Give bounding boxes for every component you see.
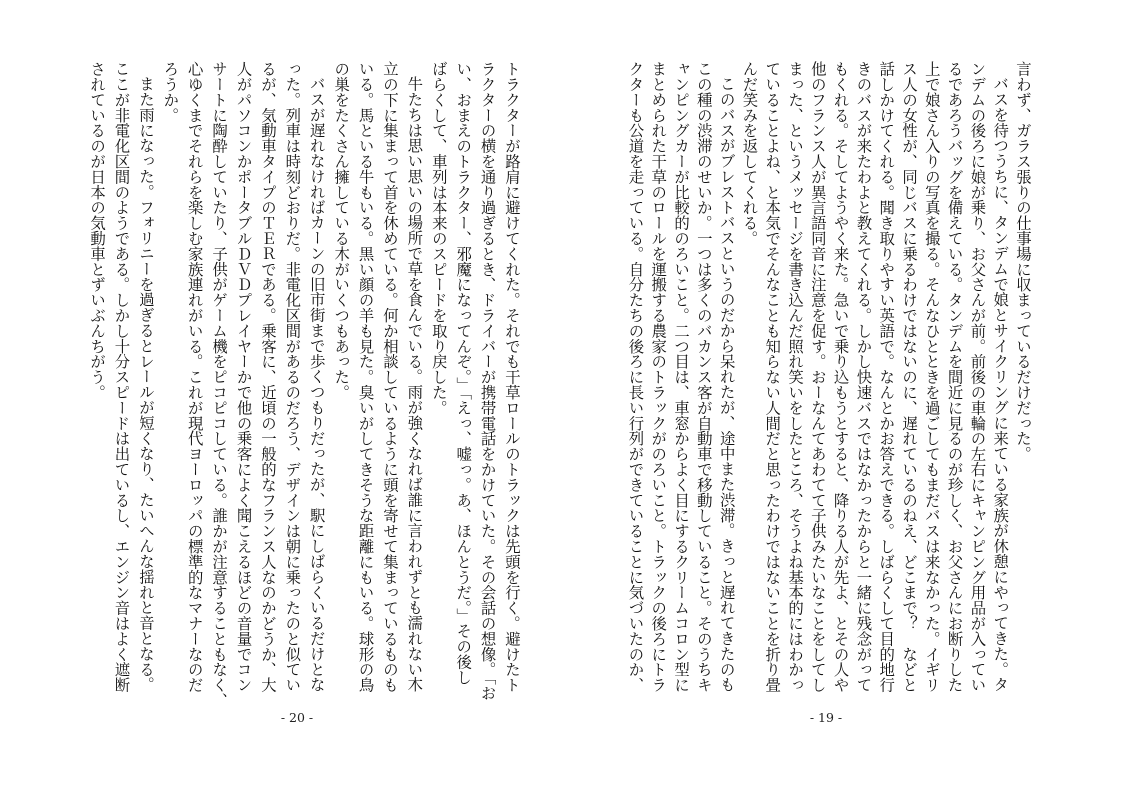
text-line: 立の下に集まって首を休めている。何か相談しているように頭を寄せて集まっているものも [380,61,399,693]
page-right [561,0,1123,794]
page-left [0,0,561,794]
body-text-right [624,61,1034,711]
text-line: もくれる。そしてようやく来た。急いで乗り込もうとすると、降りる人が先よ、とその人や [831,61,850,693]
text-line: いる。馬といる牛もいる。黒い顔の羊も見た。臭いがしてきそうな距離にもいる。球形の鳥 [356,61,375,693]
text-line: んだ笑みを返してくれる。 [740,61,759,246]
text-line: バスが遅れなければカーンの旧市街まで歩くつもりだったが、駅にしばらくいるだけとな [307,76,326,693]
text-line: クターも公道を走っている。自分たちの後ろに長い行列ができていることに気づいたのか、 [626,61,645,693]
text-line: されているのが日本の気動車とずいぶんちがう。 [88,61,107,400]
text-line: 上で娘さん入りの写真を撮る。そんなひとときを過ごしてもまだバスは来なかった。イギリ [922,61,941,693]
text-line: ここが非電化区間のようである。しかし十分スピードは出ているし、エンジン音はよく遮断 [112,61,131,693]
text-line: トラクターが路肩に避けてくれた。それでも干草ロールのトラックは先頭を行く。避けたト [503,61,521,693]
text-line: ス人の女性が、同じバスに乗るわけではないのに、遅れているのねえ、どこまで？ などと [900,61,919,693]
text-line: まった、というメッセージを書き込んだ照れ笑いをしたところ、そうよね基本的にはわかっ [786,61,805,693]
text-line: ンデムの後ろに娘が乗り、お父さんが前。前後の車輪の左右にキャンピング用品が入ってい [968,61,987,693]
text-line: 話しかけてくれる。聞き取りやすい英語で。なんとかお答えできる。しばらくして目的地行 [877,61,896,693]
text-line: った。列車は時刻どおりだ。非電化区間があるのだろう、デザインは朝に乗ったのと似てい [283,61,302,693]
text-line: ラクターの横を通り過ぎるとき、ドライバーが携帯電話をかけていた。その会話の想像。「お [478,61,497,701]
page-number-left: - 20 - [280,710,314,725]
text-line: サートに陶酔していたり、子供がゲーム機をピコピコしている。誰かが注意することもなく、 [210,61,229,708]
text-line: 心ゆくまでそれらを楽しむ家族連れがいる。これが現代ヨーロッパの標準的なマナーなのだ [185,61,204,693]
body-text-left [85,61,524,711]
text-line: の巣をたくさん擁している木がいくつもあった。 [332,61,351,400]
text-line: ろうか。 [161,61,180,123]
text-line: きのバスが来たわよと教えてくれる。しかし快速バスではなかったからと一緒に残念がって [854,61,873,693]
text-line: い、おまえのトラクター、邪魔になってんぞ。」「えっ、嘘っ。あ、ほんとうだ。」その後し [454,61,473,685]
text-line: ャンピングカーが比較的のろいこと。二つ目は、車窓からよく目にするクリームコロン型に [672,61,691,693]
text-line: るであろうバッグを備えている。タンデムを間近に見るのが珍しく、お父さんにお断りした [945,61,964,693]
text-line: このバスがブレストバスというのだから呆れたが、途中また渋滞。きっと遅れてきたのも [717,76,736,693]
text-line: また雨になった。フォリニーを過ぎるとレールが短くなり、たいへんな揺れと音となる。 [136,76,155,693]
text-line: この種の渋滞のせいか。一つは多くのバカンス客が自動車で移動していること。そのうちキ [694,61,713,693]
text-line: まとめられた干草のロールを運搬する農家のトラックがのろいこと。トラックの後ろにトラ [649,61,668,693]
text-line: ばらくして、車列は本来のスピードを取り戻した。 [429,61,448,416]
text-line: るが、気動車タイプのＴＥＲである。乗客に、近頃の一般的なフランス人なのかどうか、大 [258,61,277,693]
text-line: ていることよね、と本気でそんなことも知らない人間だと思ったわけではないことを折り畳 [763,61,782,693]
page-number-right: - 19 - [809,710,843,725]
text-line: 牛たちは思い思いの場所で草を食んでいる。雨が強くなれば誰に言われずとも濡れない木 [405,76,424,693]
text-line: 人がパソコンかポータブルＤＶＤプレイヤーかで他の乗客によく聞こえるほどの音量でコン [234,61,253,693]
text-line: 他のフランス人が異言語同音に注意を促す。おーなんてあわてて子供みたいなことをしてし [808,61,827,693]
text-line: バスを待つうちに、タンデムで娘とサイクリングに来ている家族が休憩にやってきた。タ [991,76,1010,693]
text-line: 言わず、ガラス張りの仕事場に収まっているだけだった。 [1014,61,1032,462]
